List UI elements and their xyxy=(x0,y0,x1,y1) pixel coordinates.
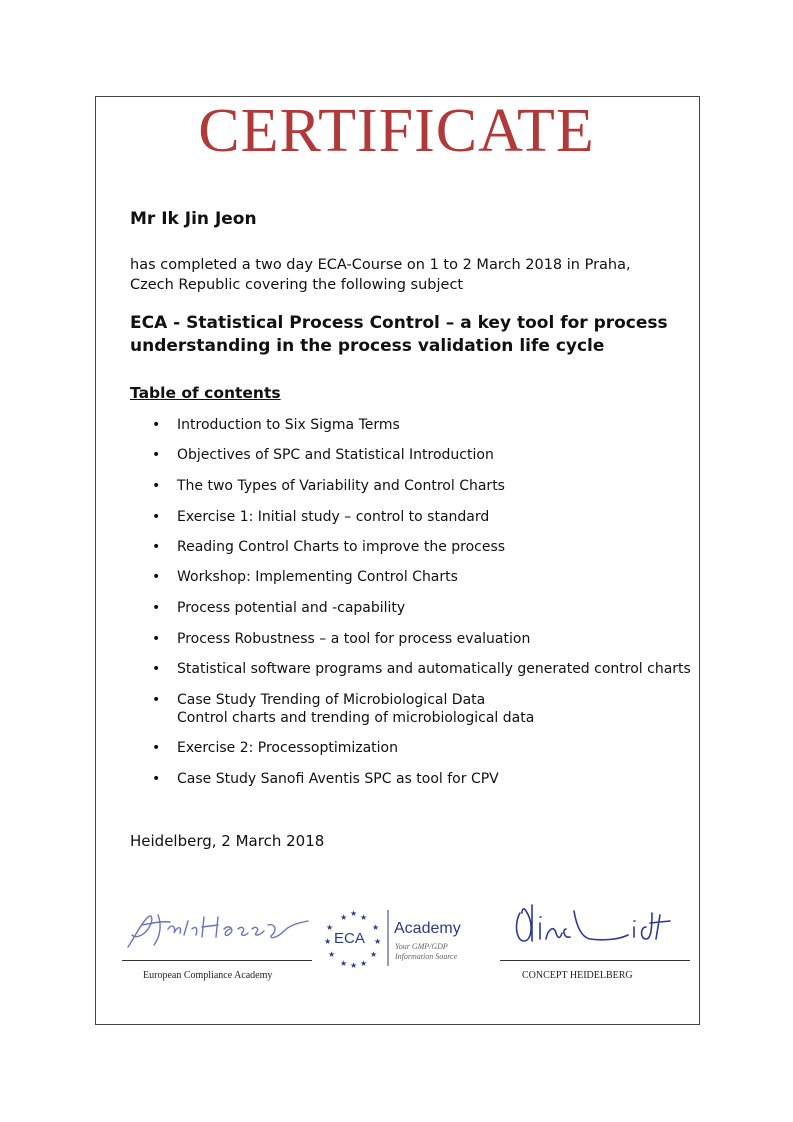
svg-text:★: ★ xyxy=(328,950,336,959)
right-signature-caption: CONCEPT HEIDELBERG xyxy=(522,970,633,981)
bullet-icon: • xyxy=(152,692,161,708)
svg-text:★: ★ xyxy=(326,923,334,932)
svg-text:★: ★ xyxy=(324,937,332,946)
place-and-date: Heidelberg, 2 March 2018 xyxy=(130,832,325,850)
svg-text:★: ★ xyxy=(350,909,358,918)
left-signature-caption: European Compliance Academy xyxy=(143,970,273,981)
toc-heading: Table of contents xyxy=(130,384,281,402)
svg-text:★: ★ xyxy=(360,959,368,968)
bullet-icon: • xyxy=(152,600,161,616)
left-signature xyxy=(118,895,318,955)
completion-line-1: has completed a two day ECA-Course on 1 to 2 March 2018 in Praha, xyxy=(130,257,631,273)
bullet-icon: • xyxy=(152,417,161,433)
svg-text:★: ★ xyxy=(374,937,382,946)
bullet-icon: • xyxy=(152,539,161,555)
bullet-icon: • xyxy=(152,447,161,463)
svg-text:★: ★ xyxy=(370,950,378,959)
bullet-icon: • xyxy=(152,478,161,494)
bullet-icon: • xyxy=(152,569,161,585)
right-signature xyxy=(510,893,680,953)
course-subject-line-2: understanding in the process validation life cycle xyxy=(130,336,605,356)
certificate-frame xyxy=(95,96,700,1025)
bullet-icon: • xyxy=(152,631,161,647)
completion-statement xyxy=(130,255,670,295)
academy-logo-name: Academy xyxy=(394,920,461,937)
svg-text:★: ★ xyxy=(340,959,348,968)
svg-text:★: ★ xyxy=(340,913,348,922)
bullet-icon: • xyxy=(152,509,161,525)
academy-logo-tagline-1: Your GMP/GDP xyxy=(395,942,448,951)
course-subject xyxy=(130,312,690,358)
left-signature-line xyxy=(122,960,312,961)
bullet-icon: • xyxy=(152,771,161,787)
eca-academy-logo xyxy=(320,908,490,968)
svg-text:★: ★ xyxy=(350,961,358,968)
course-subject-line-1: ECA - Statistical Process Control – a key tool for process xyxy=(130,313,668,333)
svg-text:★: ★ xyxy=(360,913,368,922)
academy-logo-tagline-2: Information Source xyxy=(395,952,458,961)
eca-logo-text: ECA xyxy=(334,930,365,947)
recipient-name: Mr Ik Jin Jeon xyxy=(130,209,257,229)
bullet-icon: • xyxy=(152,661,161,677)
bullet-icon: • xyxy=(152,740,161,756)
certificate-title: CERTIFICATE xyxy=(198,97,595,165)
toc-item-subline: Control charts and trending of microbiological data xyxy=(177,710,535,726)
right-signature-line xyxy=(500,960,690,961)
completion-line-2: Czech Republic covering the following subject xyxy=(130,277,464,293)
svg-text:★: ★ xyxy=(372,923,380,932)
